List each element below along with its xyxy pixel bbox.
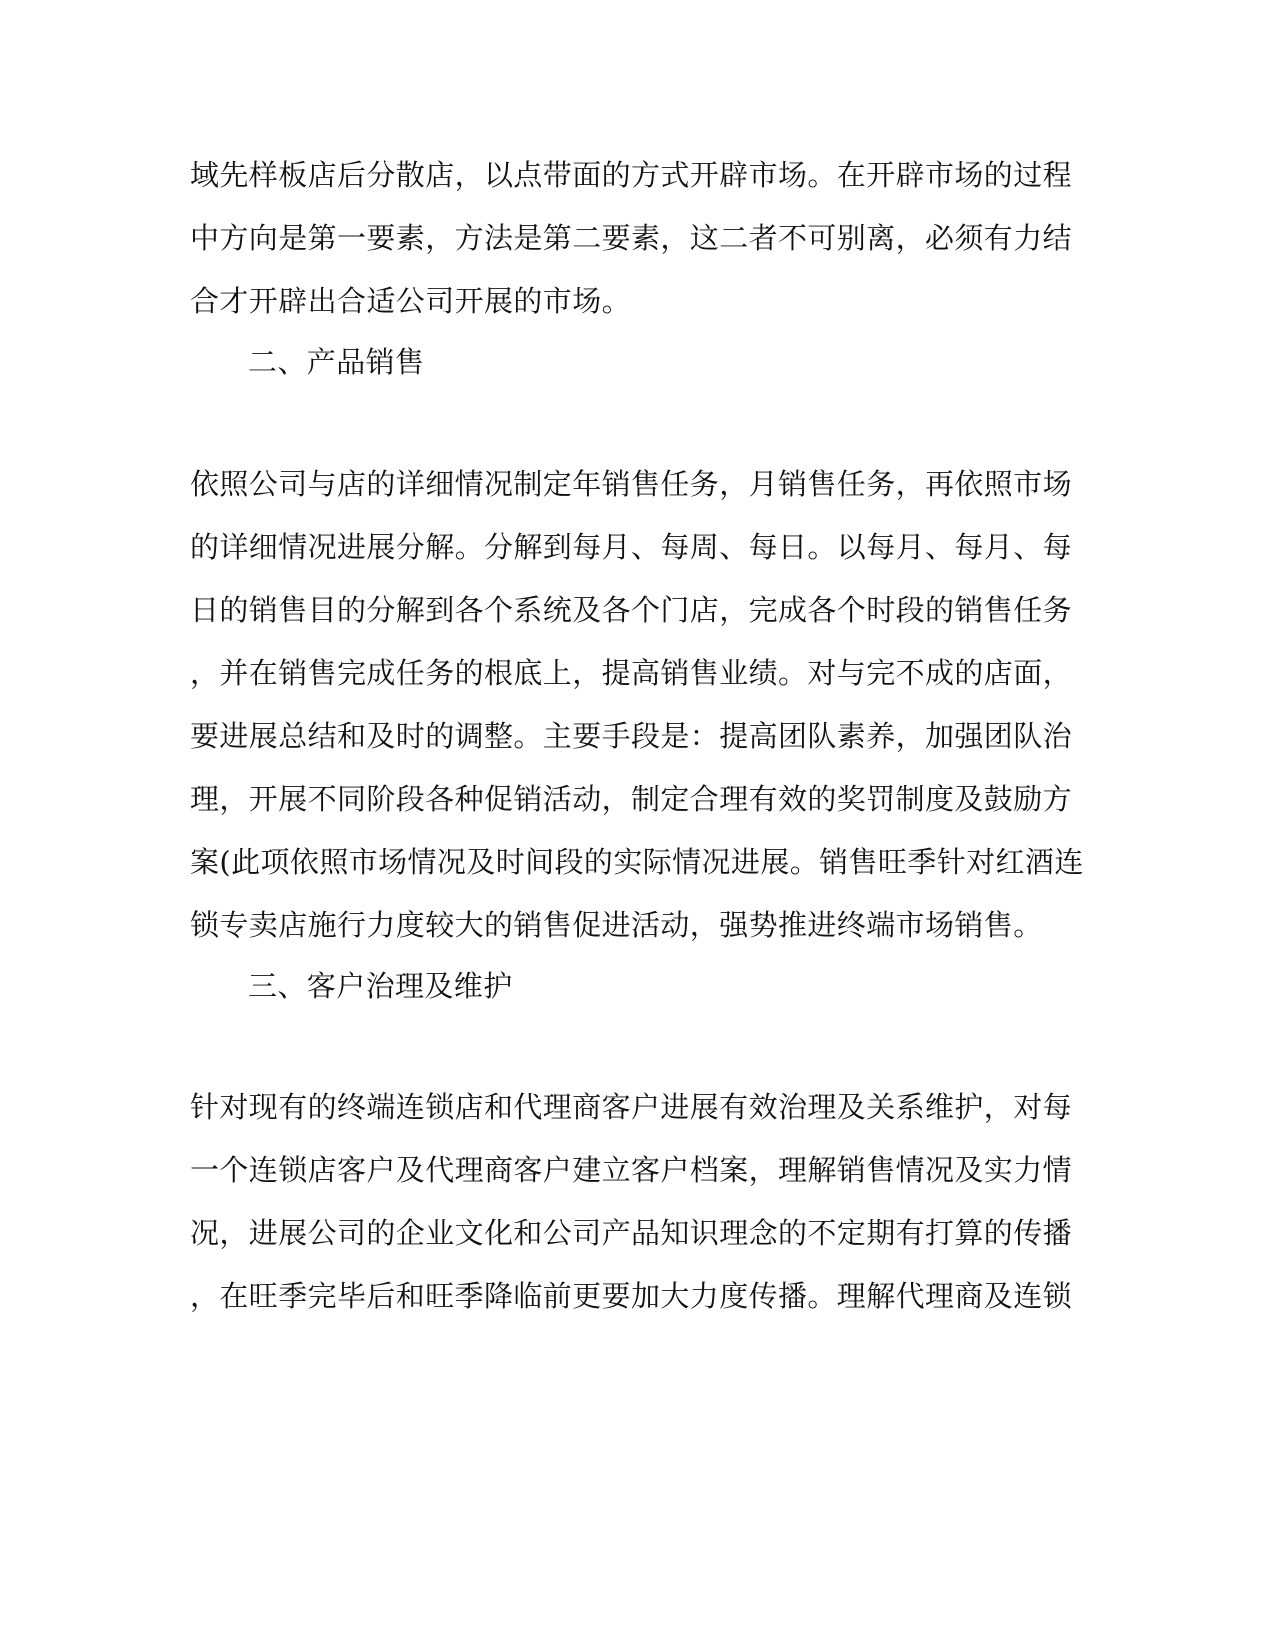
paragraph-line: 针对现有的终端连锁店和代理商客户进展有效治理及关系维护，对每: [190, 1090, 1073, 1124]
paragraph-line: 合才开辟出合适公司开展的市场。: [190, 284, 632, 318]
paragraph-line: 中方向是第一要素，方法是第二要素，这二者不可别离，必须有力结: [190, 221, 1073, 255]
paragraph-line: 要进展总结和及时的调整。主要手段是：提高团队素养，加强团队治: [190, 719, 1073, 753]
section-heading-product-sales: 二、产品销售: [248, 345, 425, 379]
paragraph-line: 依照公司与店的详细情况制定年销售任务，月销售任务，再依照市场: [190, 467, 1073, 501]
paragraph-line: 一个连锁店客户及代理商客户建立客户档案，理解销售情况及实力情: [190, 1153, 1073, 1187]
paragraph-line: 况，进展公司的企业文化和公司产品知识理念的不定期有打算的传播: [190, 1216, 1073, 1250]
paragraph-line: 域先样板店后分散店，以点带面的方式开辟市场。在开辟市场的过程: [190, 158, 1073, 192]
paragraph-line: ，在旺季完毕后和旺季降临前更要加大力度传播。理解代理商及连锁: [190, 1279, 1073, 1313]
paragraph-line: 日的销售目的分解到各个系统及各个门店，完成各个时段的销售任务: [190, 593, 1073, 627]
paragraph-line: 的详细情况进展分解。分解到每月、每周、每日。以每月、每月、每: [190, 530, 1073, 564]
paragraph-line: 锁专卖店施行力度较大的销售促进活动，强势推进终端市场销售。: [190, 908, 1043, 942]
paragraph-line: ，并在销售完成任务的根底上，提高销售业绩。对与完不成的店面，: [190, 656, 1073, 690]
paragraph-line: 案(此项依照市场情况及时间段的实际情况进展。销售旺季针对红酒连: [190, 845, 1084, 879]
section-heading-customer-management: 三、客户治理及维护: [248, 969, 513, 1003]
paragraph-line: 理，开展不同阶段各种促销活动，制定合理有效的奖罚制度及鼓励方: [190, 782, 1073, 816]
